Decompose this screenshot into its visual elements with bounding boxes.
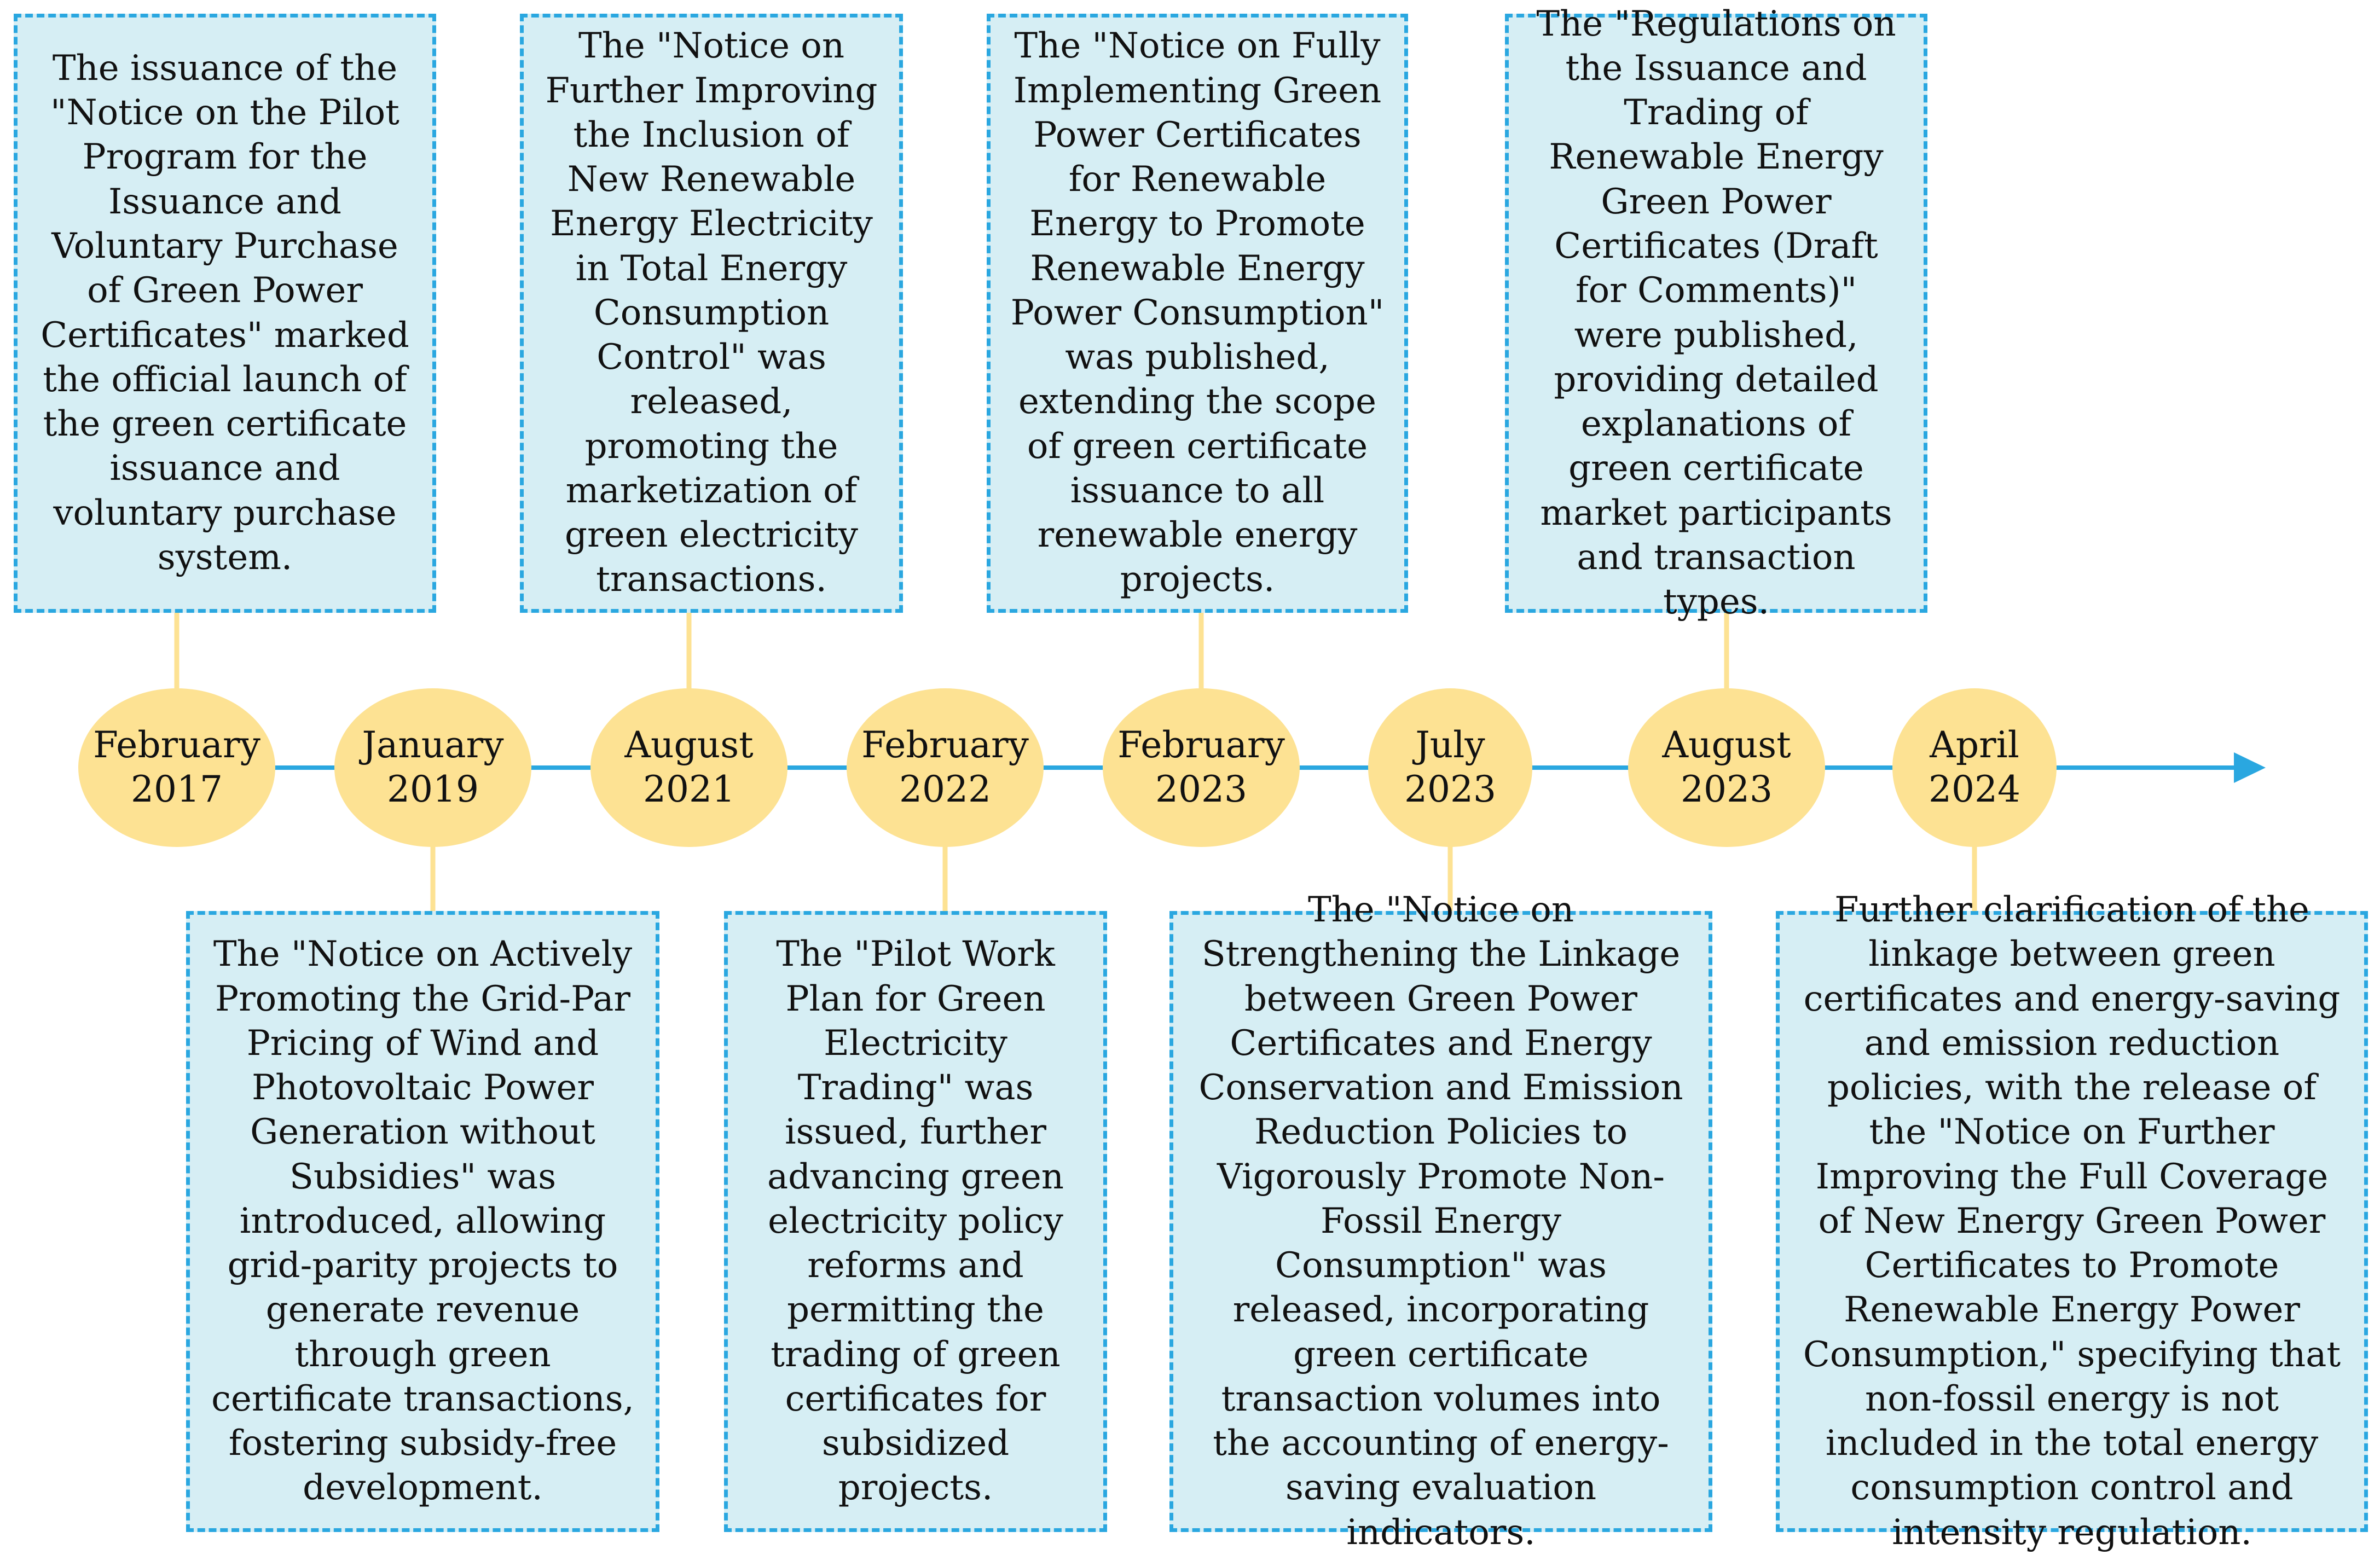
date-node-jan-2019 <box>334 688 531 847</box>
date-year: 2022 <box>899 768 991 810</box>
event-text: Further clarification of the linkage between green certificates and energy-saving and emission reduction policies, with the release of the "Notice on Further Improving the Full Coverage of New Energy Green Power Certificates to Promote Renewable Energy Power Consumption," specifying that non-fossil energy is not included in the total energy consumption control and intensity regulation. <box>1803 890 2341 1553</box>
date-year: 2024 <box>1929 768 2020 810</box>
date-year: 2021 <box>643 768 735 810</box>
date-year: 2023 <box>1404 768 1496 810</box>
date-month: February <box>1117 724 1285 767</box>
event-box-jul-2023 <box>1169 890 1712 1553</box>
date-month: July <box>1415 724 1485 767</box>
event-box-aug-2023 <box>1505 3 1927 623</box>
event-box-feb-2017 <box>14 14 436 613</box>
date-month: January <box>362 724 504 767</box>
date-node-aug-2021 <box>590 688 787 847</box>
date-month: August <box>1662 724 1791 767</box>
date-node-jul-2023 <box>1368 688 1532 847</box>
date-year: 2017 <box>131 768 223 810</box>
date-year: 2023 <box>1681 768 1773 810</box>
date-month: August <box>624 724 754 767</box>
date-month: February <box>861 724 1029 767</box>
event-text: The "Notice on Actively Promoting the Grid-Par Pricing of Wind and Photovoltaic Power Generation without Subsidies" was introduced, allowing grid-parity projects to generate revenue through green certificate transactions, fostering subsidy-free development. <box>211 934 634 1508</box>
date-month: February <box>93 724 260 767</box>
event-text: The "Notice on Strengthening the Linkage between Green Power Certificates and Energy Conservation and Emission Reduction Policies to Vigorously Promote Non-Fossil Energy Consumption" was released, incorporating green certificate transaction volumes into the accounting of energy-saving evaluation indicators. <box>1198 890 1683 1553</box>
event-box-apr-2024 <box>1776 890 2368 1553</box>
event-text: The "Notice on Further Improving the Inclusion of New Renewable Energy Electricity in Total Energy Consumption Control" was released, promoting the marketization of green electricity transactions. <box>545 26 878 600</box>
date-node-feb-2023 <box>1103 688 1300 847</box>
event-box-feb-2022 <box>724 911 1107 1532</box>
date-node-apr-2024 <box>1892 688 2057 847</box>
date-node-aug-2023 <box>1628 688 1825 847</box>
date-month: April <box>1930 724 2019 767</box>
event-text: The issuance of the "Notice on the Pilot Program for the Issuance and Voluntary Purchase of Green Power Certificates" marked the official launch of the green certificate issuance and voluntary purchase system. <box>40 48 409 578</box>
event-box-aug-2021 <box>520 14 903 613</box>
event-text: The "Notice on Fully Implementing Green Power Certificates for Renewable Energy to Promote Renewable Energy Power Consumption" was published, extending the scope of green certificate issuance to all renewable energy projects. <box>1010 26 1385 600</box>
timeline-arrowhead <box>2234 752 2266 783</box>
date-year: 2019 <box>387 768 479 810</box>
event-text: The "Pilot Work Plan for Green Electricity Trading" was issued, further advancing green electricity policy reforms and permitting the trading of green certificates for subsidized projects. <box>767 934 1064 1508</box>
event-box-feb-2023 <box>987 14 1408 613</box>
date-node-feb-2017 <box>78 688 275 847</box>
event-box-jan-2019 <box>186 911 659 1532</box>
date-year: 2023 <box>1155 768 1247 810</box>
date-node-feb-2022 <box>847 688 1044 847</box>
event-text: The "Regulations on the Issuance and Trading of Renewable Energy Green Power Certificates (Draft for Comments)" were published, providing detailed explanations of green certificate market participants and transaction types. <box>1536 3 1896 623</box>
